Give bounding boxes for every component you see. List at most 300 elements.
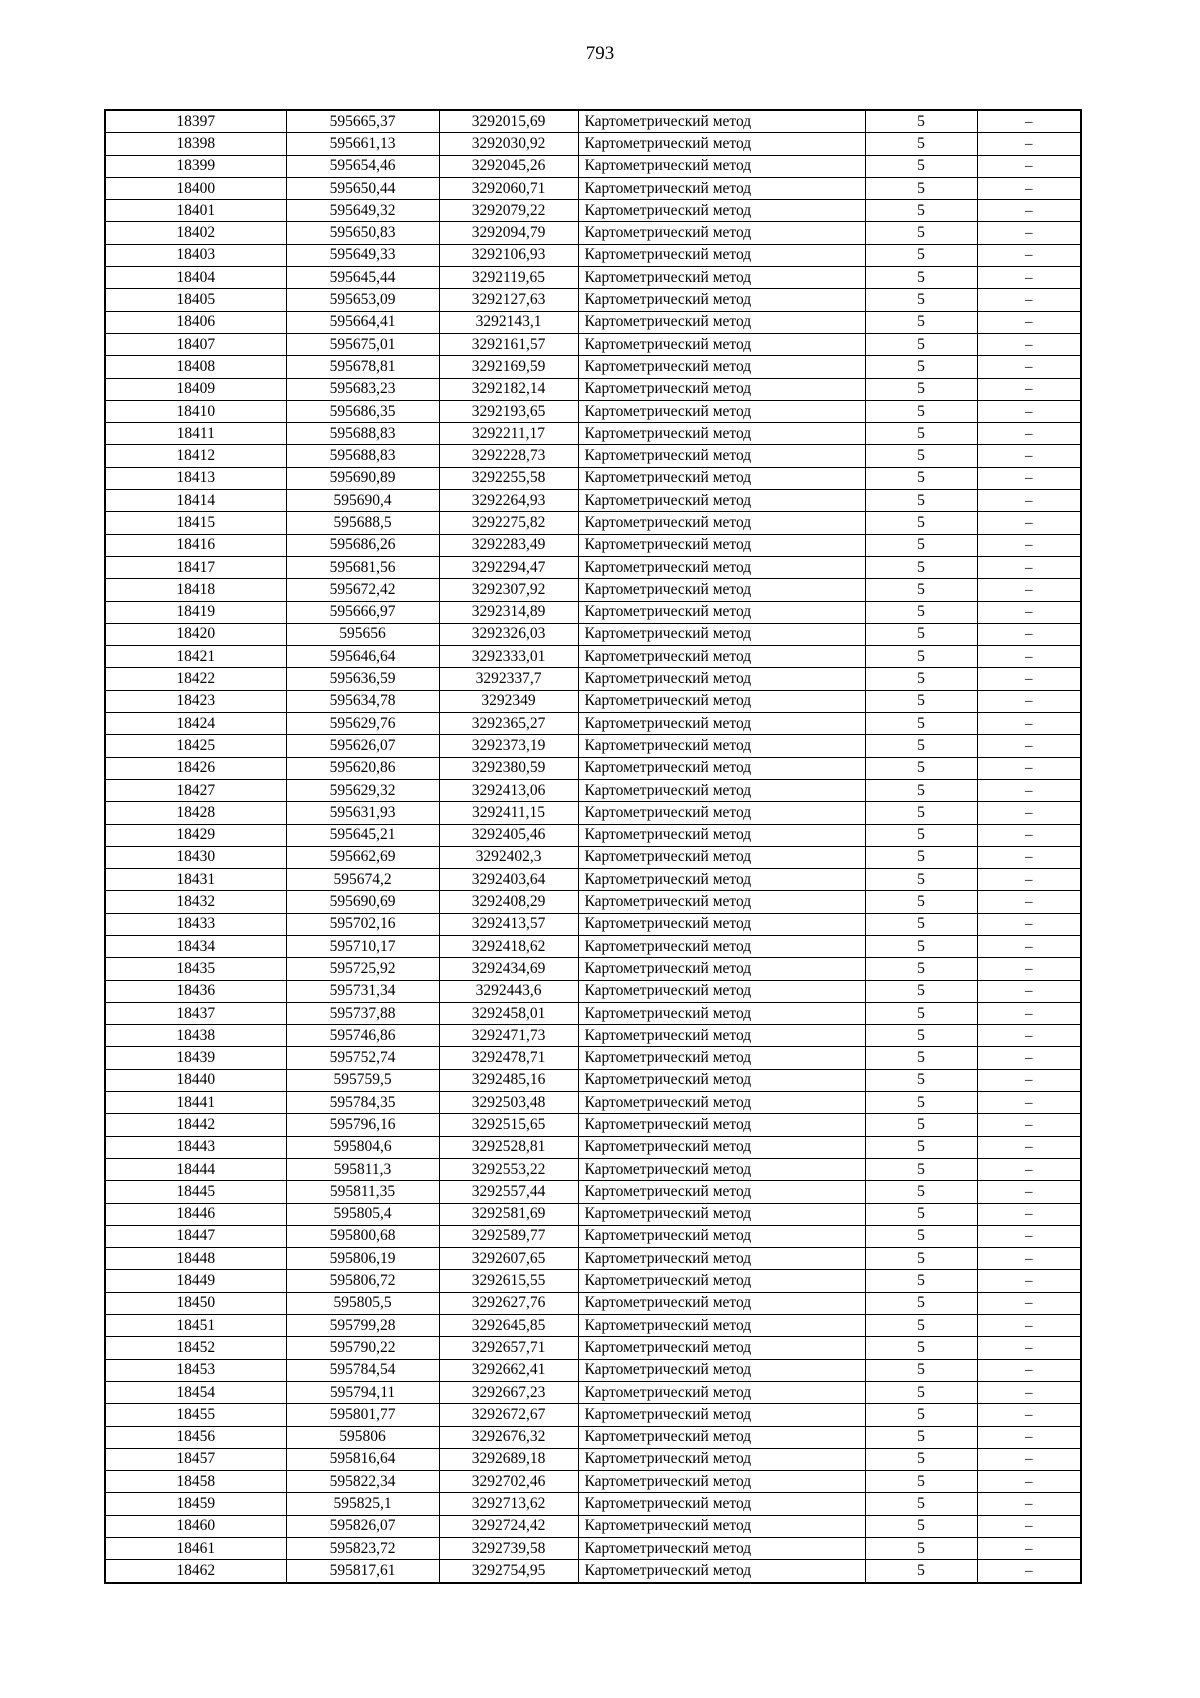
x-coordinate-cell: 595805,5 bbox=[286, 1292, 439, 1314]
dash-cell: – bbox=[977, 846, 1081, 868]
dash-cell: – bbox=[977, 1337, 1081, 1359]
table-row bbox=[105, 490, 1081, 512]
table-row bbox=[105, 1203, 1081, 1225]
dash-cell: – bbox=[977, 445, 1081, 467]
x-coordinate-cell: 595661,13 bbox=[286, 133, 439, 155]
accuracy-cell: 5 bbox=[865, 222, 977, 244]
dash-cell: – bbox=[977, 177, 1081, 199]
accuracy-cell: 5 bbox=[865, 1426, 977, 1448]
table-row bbox=[105, 1315, 1081, 1337]
table-row bbox=[105, 869, 1081, 891]
dash-cell: – bbox=[977, 1114, 1081, 1136]
x-coordinate-cell: 595823,72 bbox=[286, 1538, 439, 1560]
method-cell: Картометрический метод bbox=[578, 177, 865, 199]
y-coordinate-cell: 3292143,1 bbox=[439, 311, 578, 333]
y-coordinate-cell: 3292094,79 bbox=[439, 222, 578, 244]
dash-cell: – bbox=[977, 1181, 1081, 1203]
x-coordinate-cell: 595806,19 bbox=[286, 1248, 439, 1270]
point-number-cell: 18439 bbox=[105, 1047, 286, 1069]
y-coordinate-cell: 3292478,71 bbox=[439, 1047, 578, 1069]
accuracy-cell: 5 bbox=[865, 110, 977, 133]
table-row bbox=[105, 1359, 1081, 1381]
table-row bbox=[105, 1493, 1081, 1515]
dash-cell: – bbox=[977, 891, 1081, 913]
table-row bbox=[105, 1181, 1081, 1203]
x-coordinate-cell: 595806,72 bbox=[286, 1270, 439, 1292]
dash-cell: – bbox=[977, 1270, 1081, 1292]
y-coordinate-cell: 3292307,92 bbox=[439, 579, 578, 601]
y-coordinate-cell: 3292411,15 bbox=[439, 802, 578, 824]
accuracy-cell: 5 bbox=[865, 1515, 977, 1537]
accuracy-cell: 5 bbox=[865, 1225, 977, 1247]
dash-cell: – bbox=[977, 869, 1081, 891]
y-coordinate-cell: 3292333,01 bbox=[439, 646, 578, 668]
x-coordinate-cell: 595664,41 bbox=[286, 311, 439, 333]
y-coordinate-cell: 3292443,6 bbox=[439, 980, 578, 1002]
table-row bbox=[105, 556, 1081, 578]
x-coordinate-cell: 595801,77 bbox=[286, 1404, 439, 1426]
method-cell: Картометрический метод bbox=[578, 1359, 865, 1381]
accuracy-cell: 5 bbox=[865, 556, 977, 578]
dash-cell: – bbox=[977, 378, 1081, 400]
y-coordinate-cell: 3292030,92 bbox=[439, 133, 578, 155]
method-cell: Картометрический метод bbox=[578, 1493, 865, 1515]
point-number-cell: 18450 bbox=[105, 1292, 286, 1314]
accuracy-cell: 5 bbox=[865, 1114, 977, 1136]
dash-cell: – bbox=[977, 623, 1081, 645]
y-coordinate-cell: 3292471,73 bbox=[439, 1025, 578, 1047]
point-number-cell: 18445 bbox=[105, 1181, 286, 1203]
accuracy-cell: 5 bbox=[865, 1292, 977, 1314]
table-row bbox=[105, 222, 1081, 244]
y-coordinate-cell: 3292413,57 bbox=[439, 913, 578, 935]
y-coordinate-cell: 3292337,7 bbox=[439, 668, 578, 690]
table-row bbox=[105, 713, 1081, 735]
accuracy-cell: 5 bbox=[865, 958, 977, 980]
accuracy-cell: 5 bbox=[865, 1136, 977, 1158]
point-number-cell: 18406 bbox=[105, 311, 286, 333]
dash-cell: – bbox=[977, 935, 1081, 957]
accuracy-cell: 5 bbox=[865, 1248, 977, 1270]
accuracy-cell: 5 bbox=[865, 1381, 977, 1403]
x-coordinate-cell: 595634,78 bbox=[286, 690, 439, 712]
coordinates-table bbox=[104, 109, 1082, 1584]
method-cell: Картометрический метод bbox=[578, 601, 865, 623]
y-coordinate-cell: 3292060,71 bbox=[439, 177, 578, 199]
x-coordinate-cell: 595674,2 bbox=[286, 869, 439, 891]
method-cell: Картометрический метод bbox=[578, 1426, 865, 1448]
dash-cell: – bbox=[977, 1225, 1081, 1247]
y-coordinate-cell: 3292702,46 bbox=[439, 1471, 578, 1493]
y-coordinate-cell: 3292503,48 bbox=[439, 1092, 578, 1114]
method-cell: Картометрический метод bbox=[578, 200, 865, 222]
table-row bbox=[105, 423, 1081, 445]
accuracy-cell: 5 bbox=[865, 289, 977, 311]
dash-cell: – bbox=[977, 200, 1081, 222]
table-row bbox=[105, 289, 1081, 311]
point-number-cell: 18424 bbox=[105, 713, 286, 735]
x-coordinate-cell: 595811,35 bbox=[286, 1181, 439, 1203]
method-cell: Картометрический метод bbox=[578, 110, 865, 133]
method-cell: Картометрический метод bbox=[578, 1248, 865, 1270]
x-coordinate-cell: 595675,01 bbox=[286, 333, 439, 355]
point-number-cell: 18438 bbox=[105, 1025, 286, 1047]
accuracy-cell: 5 bbox=[865, 601, 977, 623]
y-coordinate-cell: 3292589,77 bbox=[439, 1225, 578, 1247]
point-number-cell: 18421 bbox=[105, 646, 286, 668]
accuracy-cell: 5 bbox=[865, 1337, 977, 1359]
table-row bbox=[105, 668, 1081, 690]
table-row bbox=[105, 1158, 1081, 1180]
accuracy-cell: 5 bbox=[865, 1092, 977, 1114]
method-cell: Картометрический метод bbox=[578, 423, 865, 445]
accuracy-cell: 5 bbox=[865, 869, 977, 891]
dash-cell: – bbox=[977, 133, 1081, 155]
dash-cell: – bbox=[977, 802, 1081, 824]
method-cell: Картометрический метод bbox=[578, 1181, 865, 1203]
point-number-cell: 18410 bbox=[105, 400, 286, 422]
point-number-cell: 18399 bbox=[105, 155, 286, 177]
y-coordinate-cell: 3292402,3 bbox=[439, 846, 578, 868]
point-number-cell: 18461 bbox=[105, 1538, 286, 1560]
table-row bbox=[105, 1225, 1081, 1247]
x-coordinate-cell: 595796,16 bbox=[286, 1114, 439, 1136]
dash-cell: – bbox=[977, 1538, 1081, 1560]
x-coordinate-cell: 595806 bbox=[286, 1426, 439, 1448]
y-coordinate-cell: 3292228,73 bbox=[439, 445, 578, 467]
table-row bbox=[105, 579, 1081, 601]
point-number-cell: 18407 bbox=[105, 333, 286, 355]
x-coordinate-cell: 595822,34 bbox=[286, 1471, 439, 1493]
point-number-cell: 18398 bbox=[105, 133, 286, 155]
dash-cell: – bbox=[977, 222, 1081, 244]
point-number-cell: 18418 bbox=[105, 579, 286, 601]
y-coordinate-cell: 3292211,17 bbox=[439, 423, 578, 445]
accuracy-cell: 5 bbox=[865, 1493, 977, 1515]
method-cell: Картометрический метод bbox=[578, 222, 865, 244]
method-cell: Картометрический метод bbox=[578, 913, 865, 935]
dash-cell: – bbox=[977, 512, 1081, 534]
method-cell: Картометрический метод bbox=[578, 846, 865, 868]
table-row bbox=[105, 1248, 1081, 1270]
point-number-cell: 18462 bbox=[105, 1560, 286, 1583]
x-coordinate-cell: 595794,11 bbox=[286, 1381, 439, 1403]
y-coordinate-cell: 3292403,64 bbox=[439, 869, 578, 891]
dash-cell: – bbox=[977, 735, 1081, 757]
table-row bbox=[105, 1560, 1081, 1583]
dash-cell: – bbox=[977, 1448, 1081, 1470]
table-row bbox=[105, 1047, 1081, 1069]
y-coordinate-cell: 3292326,03 bbox=[439, 623, 578, 645]
x-coordinate-cell: 595825,1 bbox=[286, 1493, 439, 1515]
table-row bbox=[105, 802, 1081, 824]
point-number-cell: 18437 bbox=[105, 1002, 286, 1024]
table-row bbox=[105, 1337, 1081, 1359]
method-cell: Картометрический метод bbox=[578, 779, 865, 801]
table-row bbox=[105, 267, 1081, 289]
point-number-cell: 18404 bbox=[105, 267, 286, 289]
point-number-cell: 18436 bbox=[105, 980, 286, 1002]
x-coordinate-cell: 595759,5 bbox=[286, 1069, 439, 1091]
table-row bbox=[105, 1136, 1081, 1158]
table-row bbox=[105, 1471, 1081, 1493]
dash-cell: – bbox=[977, 1493, 1081, 1515]
method-cell: Картометрический метод bbox=[578, 958, 865, 980]
dash-cell: – bbox=[977, 289, 1081, 311]
point-number-cell: 18400 bbox=[105, 177, 286, 199]
x-coordinate-cell: 595690,4 bbox=[286, 490, 439, 512]
y-coordinate-cell: 3292739,58 bbox=[439, 1538, 578, 1560]
table-row bbox=[105, 646, 1081, 668]
method-cell: Картометрический метод bbox=[578, 1225, 865, 1247]
point-number-cell: 18411 bbox=[105, 423, 286, 445]
point-number-cell: 18422 bbox=[105, 668, 286, 690]
method-cell: Картометрический метод bbox=[578, 646, 865, 668]
point-number-cell: 18419 bbox=[105, 601, 286, 623]
accuracy-cell: 5 bbox=[865, 1538, 977, 1560]
table-row bbox=[105, 1538, 1081, 1560]
x-coordinate-cell: 595662,69 bbox=[286, 846, 439, 868]
dash-cell: – bbox=[977, 490, 1081, 512]
accuracy-cell: 5 bbox=[865, 757, 977, 779]
y-coordinate-cell: 3292264,93 bbox=[439, 490, 578, 512]
table-row bbox=[105, 110, 1081, 133]
y-coordinate-cell: 3292255,58 bbox=[439, 467, 578, 489]
method-cell: Картометрический метод bbox=[578, 1471, 865, 1493]
method-cell: Картометрический метод bbox=[578, 1136, 865, 1158]
point-number-cell: 18403 bbox=[105, 244, 286, 266]
table-row bbox=[105, 1002, 1081, 1024]
y-coordinate-cell: 3292645,85 bbox=[439, 1315, 578, 1337]
x-coordinate-cell: 595731,34 bbox=[286, 980, 439, 1002]
method-cell: Картометрический метод bbox=[578, 891, 865, 913]
accuracy-cell: 5 bbox=[865, 1270, 977, 1292]
method-cell: Картометрический метод bbox=[578, 869, 865, 891]
point-number-cell: 18435 bbox=[105, 958, 286, 980]
point-number-cell: 18453 bbox=[105, 1359, 286, 1381]
y-coordinate-cell: 3292161,57 bbox=[439, 333, 578, 355]
point-number-cell: 18452 bbox=[105, 1337, 286, 1359]
point-number-cell: 18426 bbox=[105, 757, 286, 779]
y-coordinate-cell: 3292557,44 bbox=[439, 1181, 578, 1203]
accuracy-cell: 5 bbox=[865, 980, 977, 1002]
table-row bbox=[105, 623, 1081, 645]
x-coordinate-cell: 595650,83 bbox=[286, 222, 439, 244]
method-cell: Картометрический метод bbox=[578, 1404, 865, 1426]
y-coordinate-cell: 3292413,06 bbox=[439, 779, 578, 801]
x-coordinate-cell: 595811,3 bbox=[286, 1158, 439, 1180]
point-number-cell: 18449 bbox=[105, 1270, 286, 1292]
y-coordinate-cell: 3292434,69 bbox=[439, 958, 578, 980]
table-row bbox=[105, 935, 1081, 957]
table-row bbox=[105, 133, 1081, 155]
y-coordinate-cell: 3292283,49 bbox=[439, 534, 578, 556]
y-coordinate-cell: 3292418,62 bbox=[439, 935, 578, 957]
accuracy-cell: 5 bbox=[865, 534, 977, 556]
table-row bbox=[105, 1114, 1081, 1136]
x-coordinate-cell: 595636,59 bbox=[286, 668, 439, 690]
dash-cell: – bbox=[977, 534, 1081, 556]
method-cell: Картометрический метод bbox=[578, 713, 865, 735]
point-number-cell: 18425 bbox=[105, 735, 286, 757]
x-coordinate-cell: 595817,61 bbox=[286, 1560, 439, 1583]
y-coordinate-cell: 3292365,27 bbox=[439, 713, 578, 735]
method-cell: Картометрический метод bbox=[578, 579, 865, 601]
x-coordinate-cell: 595710,17 bbox=[286, 935, 439, 957]
accuracy-cell: 5 bbox=[865, 913, 977, 935]
point-number-cell: 18434 bbox=[105, 935, 286, 957]
x-coordinate-cell: 595645,21 bbox=[286, 824, 439, 846]
y-coordinate-cell: 3292169,59 bbox=[439, 356, 578, 378]
x-coordinate-cell: 595725,92 bbox=[286, 958, 439, 980]
dash-cell: – bbox=[977, 1025, 1081, 1047]
point-number-cell: 18432 bbox=[105, 891, 286, 913]
dash-cell: – bbox=[977, 646, 1081, 668]
point-number-cell: 18441 bbox=[105, 1092, 286, 1114]
method-cell: Картометрический метод bbox=[578, 333, 865, 355]
x-coordinate-cell: 595678,81 bbox=[286, 356, 439, 378]
table-row bbox=[105, 1292, 1081, 1314]
method-cell: Картометрический метод bbox=[578, 556, 865, 578]
x-coordinate-cell: 595816,64 bbox=[286, 1448, 439, 1470]
x-coordinate-cell: 595656 bbox=[286, 623, 439, 645]
accuracy-cell: 5 bbox=[865, 155, 977, 177]
x-coordinate-cell: 595690,69 bbox=[286, 891, 439, 913]
dash-cell: – bbox=[977, 958, 1081, 980]
accuracy-cell: 5 bbox=[865, 356, 977, 378]
table-row bbox=[105, 779, 1081, 801]
x-coordinate-cell: 595649,33 bbox=[286, 244, 439, 266]
point-number-cell: 18443 bbox=[105, 1136, 286, 1158]
table-row bbox=[105, 891, 1081, 913]
accuracy-cell: 5 bbox=[865, 244, 977, 266]
y-coordinate-cell: 3292349 bbox=[439, 690, 578, 712]
accuracy-cell: 5 bbox=[865, 1471, 977, 1493]
method-cell: Картометрический метод bbox=[578, 690, 865, 712]
point-number-cell: 18459 bbox=[105, 1493, 286, 1515]
y-coordinate-cell: 3292127,63 bbox=[439, 289, 578, 311]
accuracy-cell: 5 bbox=[865, 646, 977, 668]
method-cell: Картометрический метод bbox=[578, 1158, 865, 1180]
point-number-cell: 18451 bbox=[105, 1315, 286, 1337]
table-row bbox=[105, 980, 1081, 1002]
table-body bbox=[105, 110, 1081, 1583]
x-coordinate-cell: 595629,76 bbox=[286, 713, 439, 735]
method-cell: Картометрический метод bbox=[578, 378, 865, 400]
y-coordinate-cell: 3292754,95 bbox=[439, 1560, 578, 1583]
dash-cell: – bbox=[977, 779, 1081, 801]
dash-cell: – bbox=[977, 601, 1081, 623]
y-coordinate-cell: 3292182,14 bbox=[439, 378, 578, 400]
point-number-cell: 18442 bbox=[105, 1114, 286, 1136]
y-coordinate-cell: 3292405,46 bbox=[439, 824, 578, 846]
table-row bbox=[105, 445, 1081, 467]
accuracy-cell: 5 bbox=[865, 133, 977, 155]
accuracy-cell: 5 bbox=[865, 177, 977, 199]
x-coordinate-cell: 595649,32 bbox=[286, 200, 439, 222]
dash-cell: – bbox=[977, 1359, 1081, 1381]
method-cell: Картометрический метод bbox=[578, 1092, 865, 1114]
y-coordinate-cell: 3292015,69 bbox=[439, 110, 578, 133]
x-coordinate-cell: 595800,68 bbox=[286, 1225, 439, 1247]
method-cell: Картометрический метод bbox=[578, 824, 865, 846]
dash-cell: – bbox=[977, 1069, 1081, 1091]
x-coordinate-cell: 595746,86 bbox=[286, 1025, 439, 1047]
y-coordinate-cell: 3292314,89 bbox=[439, 601, 578, 623]
point-number-cell: 18414 bbox=[105, 490, 286, 512]
dash-cell: – bbox=[977, 913, 1081, 935]
point-number-cell: 18430 bbox=[105, 846, 286, 868]
accuracy-cell: 5 bbox=[865, 623, 977, 645]
dash-cell: – bbox=[977, 333, 1081, 355]
dash-cell: – bbox=[977, 1047, 1081, 1069]
y-coordinate-cell: 3292676,32 bbox=[439, 1426, 578, 1448]
table-row bbox=[105, 757, 1081, 779]
x-coordinate-cell: 595681,56 bbox=[286, 556, 439, 578]
y-coordinate-cell: 3292528,81 bbox=[439, 1136, 578, 1158]
accuracy-cell: 5 bbox=[865, 1025, 977, 1047]
x-coordinate-cell: 595653,09 bbox=[286, 289, 439, 311]
dash-cell: – bbox=[977, 668, 1081, 690]
point-number-cell: 18455 bbox=[105, 1404, 286, 1426]
method-cell: Картометрический метод bbox=[578, 467, 865, 489]
dash-cell: – bbox=[977, 1248, 1081, 1270]
y-coordinate-cell: 3292689,18 bbox=[439, 1448, 578, 1470]
accuracy-cell: 5 bbox=[865, 735, 977, 757]
accuracy-cell: 5 bbox=[865, 935, 977, 957]
accuracy-cell: 5 bbox=[865, 1002, 977, 1024]
dash-cell: – bbox=[977, 400, 1081, 422]
y-coordinate-cell: 3292373,19 bbox=[439, 735, 578, 757]
method-cell: Картометрический метод bbox=[578, 534, 865, 556]
table-row bbox=[105, 1092, 1081, 1114]
table-row bbox=[105, 824, 1081, 846]
method-cell: Картометрический метод bbox=[578, 1292, 865, 1314]
method-cell: Картометрический метод bbox=[578, 512, 865, 534]
dash-cell: – bbox=[977, 1381, 1081, 1403]
accuracy-cell: 5 bbox=[865, 512, 977, 534]
y-coordinate-cell: 3292713,62 bbox=[439, 1493, 578, 1515]
accuracy-cell: 5 bbox=[865, 1158, 977, 1180]
table-row bbox=[105, 356, 1081, 378]
accuracy-cell: 5 bbox=[865, 1315, 977, 1337]
dash-cell: – bbox=[977, 690, 1081, 712]
y-coordinate-cell: 3292458,01 bbox=[439, 1002, 578, 1024]
y-coordinate-cell: 3292515,65 bbox=[439, 1114, 578, 1136]
method-cell: Картометрический метод bbox=[578, 1315, 865, 1337]
dash-cell: – bbox=[977, 1471, 1081, 1493]
y-coordinate-cell: 3292581,69 bbox=[439, 1203, 578, 1225]
y-coordinate-cell: 3292275,82 bbox=[439, 512, 578, 534]
x-coordinate-cell: 595804,6 bbox=[286, 1136, 439, 1158]
table-row bbox=[105, 1025, 1081, 1047]
point-number-cell: 18458 bbox=[105, 1471, 286, 1493]
method-cell: Картометрический метод bbox=[578, 490, 865, 512]
accuracy-cell: 5 bbox=[865, 1359, 977, 1381]
method-cell: Картометрический метод bbox=[578, 757, 865, 779]
point-number-cell: 18401 bbox=[105, 200, 286, 222]
method-cell: Картометрический метод bbox=[578, 1114, 865, 1136]
accuracy-cell: 5 bbox=[865, 779, 977, 801]
table-row bbox=[105, 244, 1081, 266]
method-cell: Картометрический метод bbox=[578, 623, 865, 645]
accuracy-cell: 5 bbox=[865, 490, 977, 512]
x-coordinate-cell: 595626,07 bbox=[286, 735, 439, 757]
y-coordinate-cell: 3292408,29 bbox=[439, 891, 578, 913]
point-number-cell: 18460 bbox=[105, 1515, 286, 1537]
table-row bbox=[105, 1448, 1081, 1470]
y-coordinate-cell: 3292193,65 bbox=[439, 400, 578, 422]
